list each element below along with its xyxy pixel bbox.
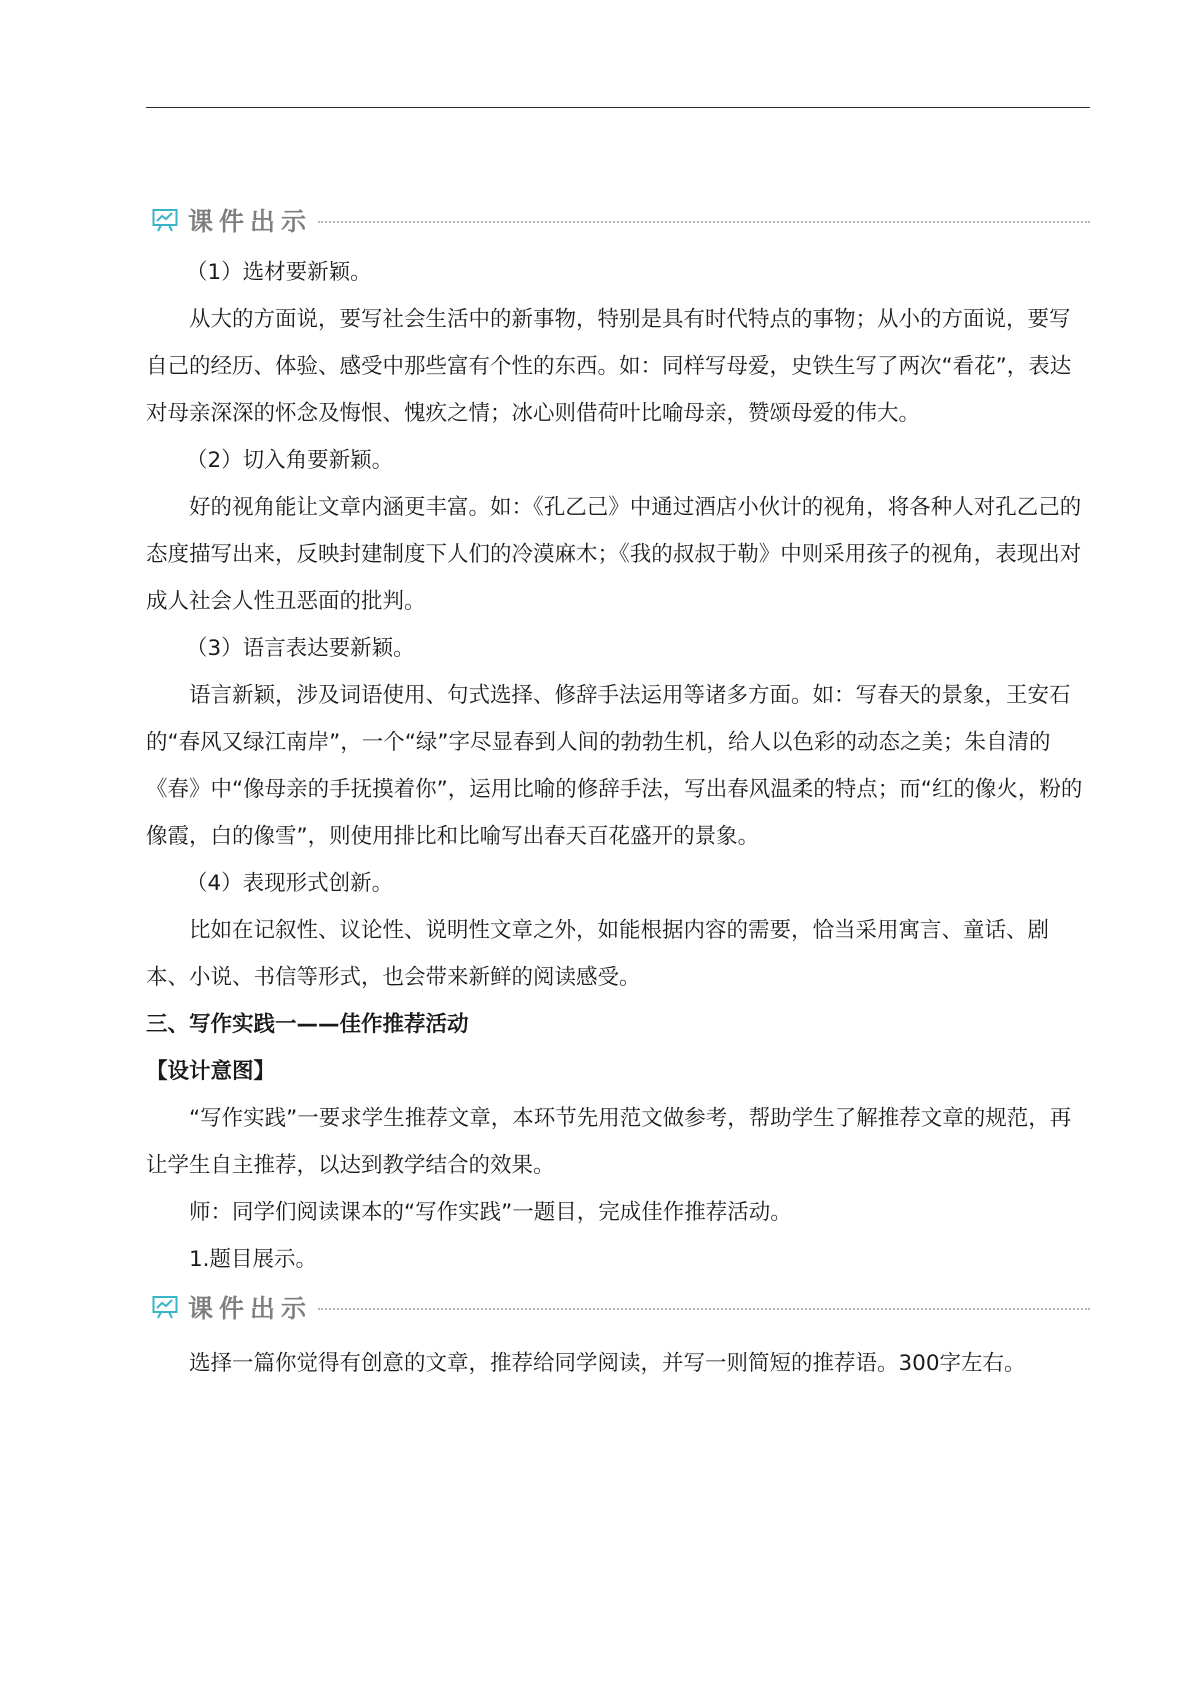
- presentation-board-icon: [152, 1295, 178, 1319]
- design-intent-body: “写作实践”一要求学生推荐文章，本环节先用范文做参考，帮助学生了解推荐文章的规范，再让学生自主推荐，以达到教学结合的效果。: [146, 1106, 1072, 1178]
- teacher-line: 师：同学们阅读课本的“写作实践”一题目，完成佳作推荐活动。: [189, 1200, 792, 1225]
- step-1: 1.题目展示。: [189, 1247, 318, 1272]
- banner-title: 课件出示: [188, 206, 313, 236]
- item-1-body: 从大的方面说，要写社会生活中的新事物，特别是具有时代特点的事物；从小的方面说，要写自己的经历、体验、感受中那些富有个性的东西。如：同样写母爱，史铁生写了两次“看花”，表达对母亲深深的怀念及悔恨、愧疚之情；冰心则借荷叶比喻母亲，赞颂母爱的伟大。: [146, 307, 1072, 426]
- item-4-body: 比如在记叙性、议论性、说明性文章之外，如能根据内容的需要，恰当采用寓言、童话、剧本、小说、书信等形式，也会带来新鲜的阅读感受。: [146, 918, 1050, 990]
- presentation-board-icon: [152, 208, 178, 232]
- item-4-title: （4）表现形式创新。: [186, 871, 394, 896]
- item-2-body: 好的视角能让文章内涵更丰富。如：《孔乙己》中通过酒店小伙计的视角，将各种人对孔乙己的态度描写出来，反映封建制度下人们的冷漠麻木；《我的叔叔于勒》中则采用孩子的视角，表现出对成人社会人性丑恶面的批判。: [146, 495, 1082, 614]
- page-content: [146, 196, 1090, 1387]
- banner-dotted-line: [318, 1308, 1090, 1310]
- design-intent-label: 【设计意图】: [146, 1059, 276, 1084]
- item-3-body: 语言新颖，涉及词语使用、句式选择、修辞手法运用等诸多方面。如：写春天的景象，王安石的“春风又绿江南岸”，一个“绿”字尽显春到人间的勃勃生机，给人以色彩的动态之美；朱自清的《春》中“像母亲的手抚摸着你”，运用比喻的修辞手法，写出春风温柔的特点；而“红的像火，粉的像霞，白的像雪”，则使用排比和比喻写出春天百花盛开的景象。: [146, 683, 1083, 849]
- item-3-title: （3）语言表达要新颖。: [186, 636, 415, 661]
- item-2-title: （2）切入角要新颖。: [186, 448, 394, 473]
- recommendation-task: 选择一篇你觉得有创意的文章，推荐给同学阅读，并写一则简短的推荐语。300字左右。: [189, 1351, 1026, 1376]
- header-rule: [146, 107, 1090, 108]
- item-1-title: （1）选材要新颖。: [186, 260, 372, 285]
- banner-dotted-line: [318, 221, 1090, 223]
- courseware-banner-2: [152, 1283, 1090, 1330]
- courseware-banner-1: [152, 196, 1090, 243]
- banner-title: 课件出示: [188, 1293, 313, 1323]
- section-3-heading: 三、写作实践一——佳作推荐活动: [146, 1012, 469, 1037]
